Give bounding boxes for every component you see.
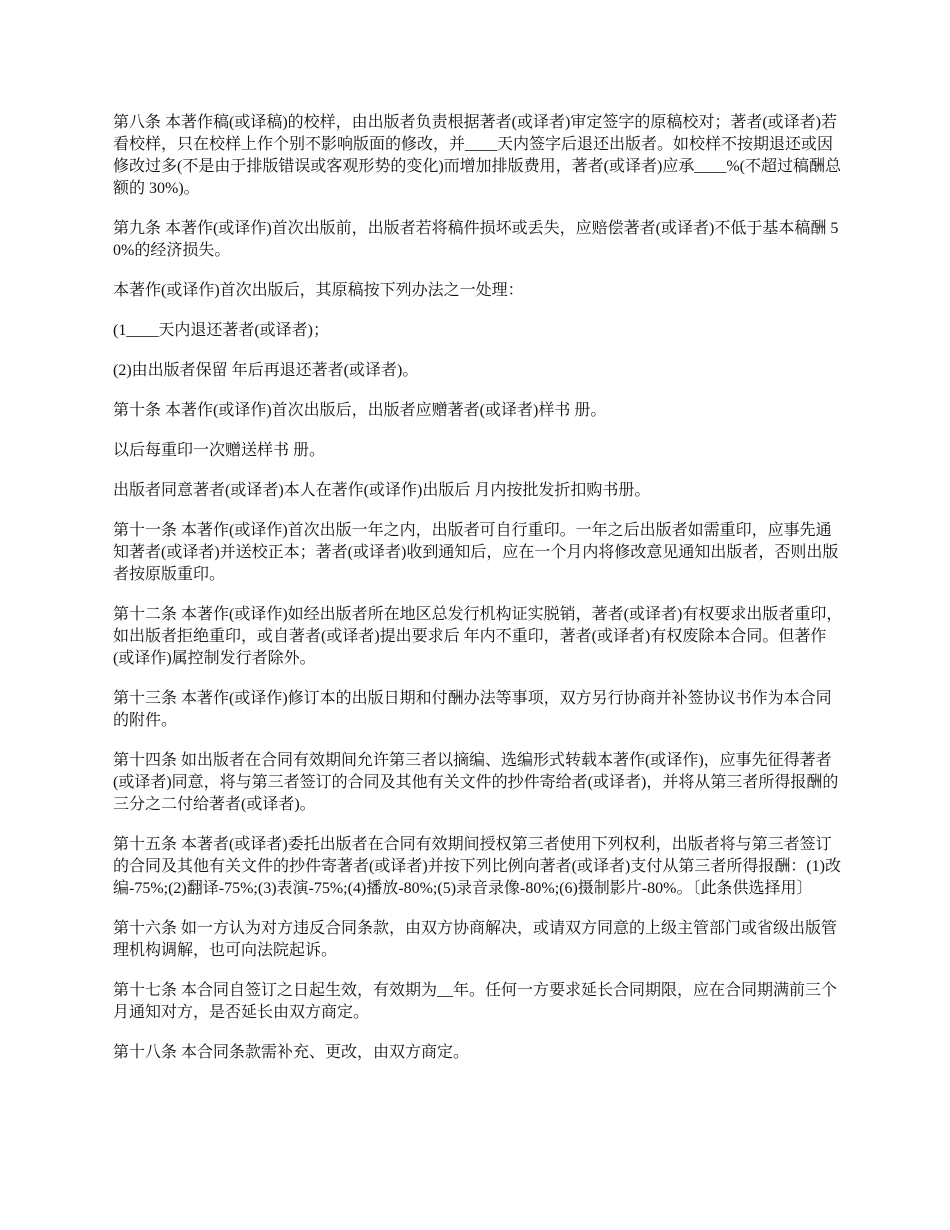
paragraph-article-17: 第十七条 本合同自签订之日起生效，有效期为__年。任何一方要求延长合同期限，应在合同期满前三个月通知对方，是否延长由双方商定。	[113, 982, 838, 1021]
paragraph-article-11: 第十一条 本著作(或译作)首次出版一年之内，出版者可自行重印。一年之后出版者如需重印，应事先通知著者(或译者)并送校正本；著者(或译者)收到通知后，应在一个月内将修改意见通知出版者，否则出版者按原版重印。	[113, 522, 839, 583]
paragraph-article-12: 第十二条 本著作(或译作)如经出版者所在地区总发行机构证实脱销，著者(或译者)有权要求出版者重印，如出版者拒绝重印，或自著者(或译者)提出要求后 年内不重印，著者(或译者)有权废除本合同。但著作(或译作)属控制发行者除外。	[113, 606, 843, 667]
paragraph-article-8: 第八条 本著作稿(或译稿)的校样，由出版者负责根据著者(或译者)审定签字的原稿校对；著者(或译者)若看校样，只在校样上作个别不影响版面的修改，并____天内签字后退还出版者。如校样不按期退还或因修改过多(不是由于排版错误或客观形势的变化)而增加排版费用，著者(或译者)应承____%(不超过稿酬总额的 30%)。	[113, 114, 841, 197]
paragraph-discount-purchase: 出版者同意著者(或译者)本人在著作(或译作)出版后 月内按批发折扣购书册。	[113, 482, 651, 499]
paragraph-article-13: 第十三条 本著作(或译作)修订本的出版日期和付酬办法等事项，双方另行协商并补签协议书作为本合同的附件。	[113, 690, 832, 729]
paragraph-manuscript-handling: 本著作(或译作)首次出版后，其原稿按下列办法之一处理：	[113, 282, 524, 299]
paragraph-article-15: 第十五条 本著者(或译者)委托出版者在合同有效期间授权第三者使用下列权利，出版者将与第三者签订的合同及其他有关文件的抄件寄著者(或译者)并按下列比例向著者(或译者)支付从第三者所得报酬：(1)改编-75%;(2)翻译-75%;(3)表演-75%;(4)播放-80%;(5)录音录像-80%;(6)摄制影片-80%。〔此条供选择用〕	[113, 836, 841, 897]
paragraph-article-9: 第九条 本著作(或译作)首次出版前，出版者若将稿件损坏或丢失，应赔偿著者(或译者)不低于基本稿酬 50%的经济损失。	[113, 220, 839, 259]
paragraph-article-18: 第十八条 本合同条款需补充、更改，由双方商定。	[113, 1044, 470, 1061]
paragraph-reprint-copies: 以后每重印一次赠送样书 册。	[113, 442, 326, 459]
paragraph-article-10: 第十条 本著作(或译作)首次出版后，出版者应赠著者(或译者)样书 册。	[113, 402, 607, 419]
paragraph-article-16: 第十六条 如一方认为对方违反合同条款，由双方协商解决，或请双方同意的上级主管部门或省级出版管理机构调解，也可向法院起诉。	[113, 920, 838, 959]
document-page	[113, 112, 843, 1082]
paragraph-article-14: 第十四条 如出版者在合同有效期间允许第三者以摘编、选编形式转载本著作(或译作)，应事先征得著者(或译者)同意，将与第三者签订的合同及其他有关文件的抄件寄给者(或译者)，并将从第三者所得报酬的三分之二付给著者(或译者)。	[113, 752, 839, 813]
paragraph-option-1: (1____天内退还著者(或译者)；	[113, 322, 329, 339]
paragraph-option-2: (2)由出版者保留 年后再退还著者(或译者)。	[113, 362, 419, 379]
